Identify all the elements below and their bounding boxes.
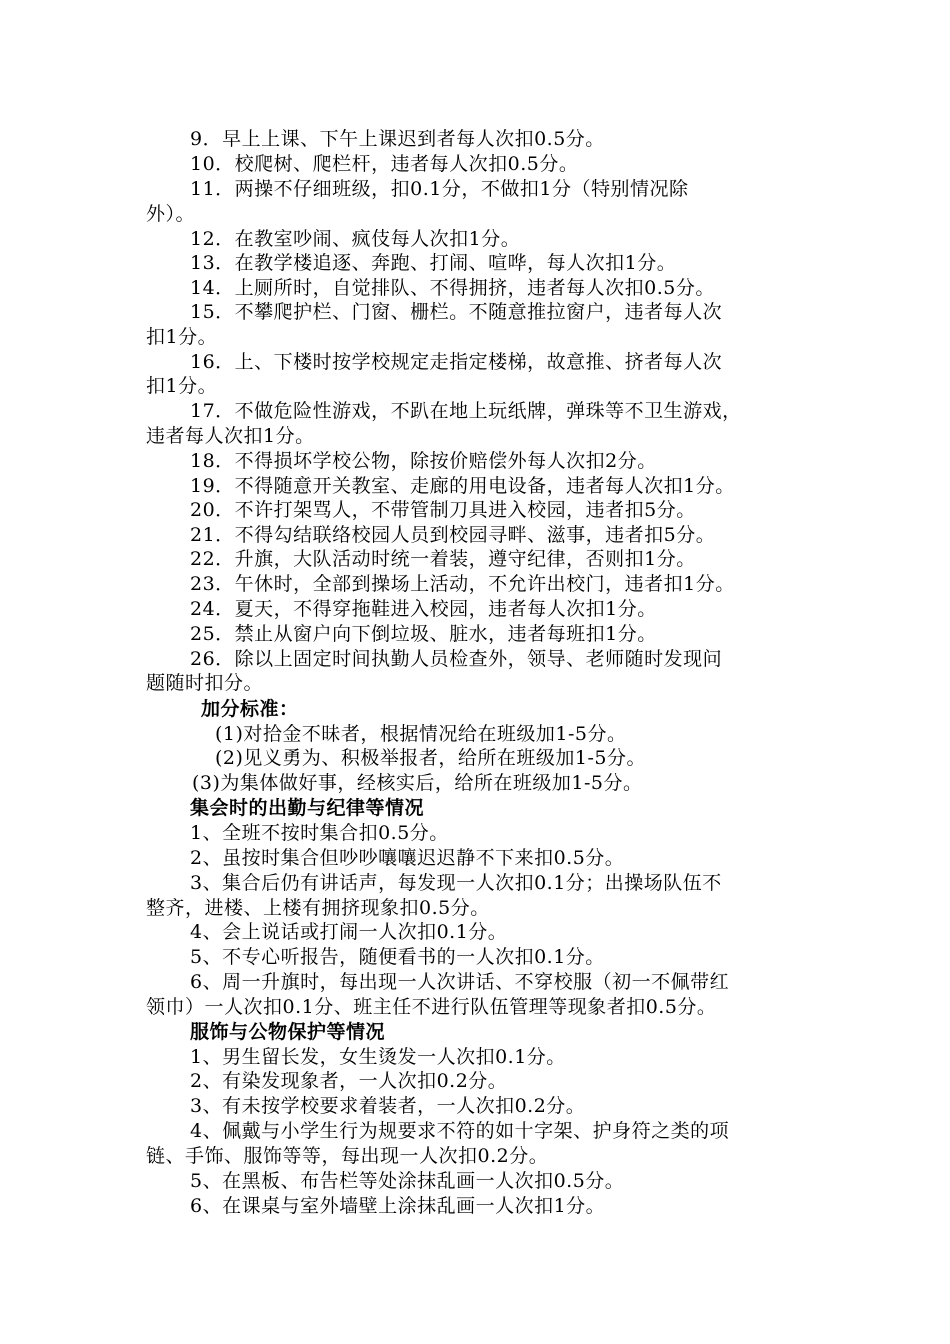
rule-18: 18．不得损坏学校公物，除按价赔偿外每人次扣2分。: [190, 450, 657, 472]
rule-26-line2: 题随时扣分。: [146, 672, 264, 694]
rule-10: 10．校爬树、爬栏杆，违者每人次扣0.5分。: [190, 153, 579, 175]
bonus-item-2: (2)见义勇为、积极举报者，给所在班级加1-5分。: [215, 747, 647, 769]
rule-25: 25．禁止从窗户向下倒垃圾、脏水，违者每班扣1分。: [190, 623, 657, 645]
attire-item-4-line2: 链、手饰、服饰等等，每出现一人次扣0.2分。: [146, 1145, 549, 1167]
assembly-item-5: 5、不专心听报告，随便看书的一人次扣0.1分。: [190, 946, 605, 968]
rule-9: 9．早上上课、下午上课迟到者每人次扣0.5分。: [190, 128, 605, 150]
rule-13: 13．在教学楼追逐、奔跑、打闹、喧哗，每人次扣1分。: [190, 252, 677, 274]
rule-16-line2: 扣1分。: [146, 375, 218, 397]
attire-item-2: 2、有染发现象者，一人次扣0.2分。: [190, 1070, 508, 1092]
assembly-item-3-line1: 3、集合后仍有讲话声，每发现一人次扣0.1分；出操场队伍不: [190, 872, 722, 894]
assembly-item-6-line1: 6、周一升旗时，每出现一人次讲话、不穿校服（初一不佩带红: [190, 971, 730, 993]
assembly-item-2: 2、虽按时集合但吵吵嚷嚷迟迟静不下来扣0.5分。: [190, 847, 625, 869]
rule-23: 23．午休时，全部到操场上活动，不允许出校门，违者扣1分。: [190, 573, 735, 595]
rule-20: 20．不许打架骂人，不带管制刀具进入校园，违者扣5分。: [190, 499, 696, 521]
assembly-heading: 集会时的出勤与纪律等情况: [190, 797, 425, 819]
attire-item-1: 1、男生留长发，女生烫发一人次扣0.1分。: [190, 1046, 566, 1068]
assembly-item-4: 4、会上说话或打闹一人次扣0.1分。: [190, 921, 508, 943]
rule-17-line1: 17．不做危险性游戏，不趴在地上玩纸牌，弹珠等不卫生游戏，: [190, 400, 742, 422]
bonus-heading: 加分标准：: [201, 698, 299, 720]
rule-21: 21．不得勾结联络校园人员到校园寻畔、滋事，违者扣5分。: [190, 524, 716, 546]
assembly-item-1: 1、全班不按时集合扣0.5分。: [190, 822, 449, 844]
rule-15-line1: 15．不攀爬护栏、门窗、栅栏。不随意推拉窗户，违者每人次: [190, 301, 723, 323]
rule-14: 14．上厕所时，自觉排队、不得拥挤，违者每人次扣0.5分。: [190, 277, 715, 299]
assembly-item-3-line2: 整齐，进楼、上楼有拥挤现象扣0.5分。: [146, 897, 490, 919]
attire-item-3: 3、有未按学校要求着装者，一人次扣0.2分。: [190, 1095, 586, 1117]
rule-15-line2: 扣1分。: [146, 326, 218, 348]
bonus-item-1: (1)对拾金不昧者，根据情况给在班级加1-5分。: [215, 723, 627, 745]
assembly-item-6-line2: 领巾）一人次扣0.1分、班主任不进行队伍管理等现象者扣0.5分。: [146, 996, 717, 1018]
rule-12: 12．在教室吵闹、疯伎每人次扣1分。: [190, 228, 521, 250]
rule-19: 19．不得随意开关教室、走廊的用电设备，违者每人次扣1分。: [190, 475, 735, 497]
attire-item-4-line1: 4、佩戴与小学生行为规要求不符的如十字架、护身符之类的项: [190, 1120, 730, 1142]
rule-26-line1: 26．除以上固定时间执勤人员检查外，领导、老师随时发现问: [190, 648, 723, 670]
attire-item-5: 5、在黑板、布告栏等处涂抹乱画一人次扣0.5分。: [190, 1170, 625, 1192]
attire-heading: 服饰与公物保护等情况: [190, 1021, 386, 1043]
rule-22: 22．升旗，大队活动时统一着装，遵守纪律，否则扣1分。: [190, 548, 696, 570]
rule-16-line1: 16．上、下楼时按学校规定走指定楼梯，故意推、挤者每人次: [190, 351, 723, 373]
rule-11-line2: 外）。: [146, 203, 196, 225]
attire-item-6: 6、在课桌与室外墙壁上涂抹乱画一人次扣1分。: [190, 1195, 606, 1217]
rule-17-line2: 违者每人次扣1分。: [146, 425, 315, 447]
bonus-item-3: (3)为集体做好事，经核实后，给所在班级加1-5分。: [192, 772, 643, 794]
rule-24: 24．夏天，不得穿拖鞋进入校园，违者每人次扣1分。: [190, 598, 657, 620]
rule-11-line1: 11．两操不仔细班级，扣0.1分，不做扣1分（特别情况除: [190, 178, 689, 200]
